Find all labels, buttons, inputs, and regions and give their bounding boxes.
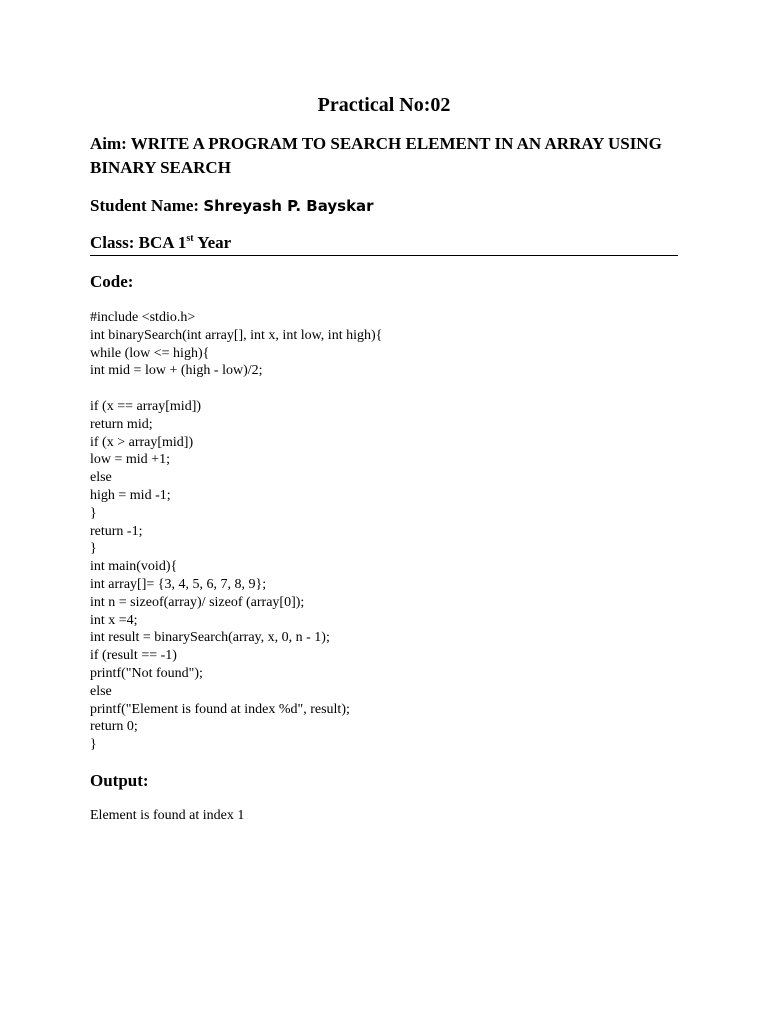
code-line: #include <stdio.h> xyxy=(90,310,196,325)
code-line: } xyxy=(90,737,97,753)
code-line: } xyxy=(90,541,97,557)
code-line: if (x == array[mid]) xyxy=(90,398,202,414)
class-value: BCA 1 xyxy=(138,233,187,252)
code-line: int mid = low + (high - low)/2; xyxy=(90,363,263,379)
code-line: return -1; xyxy=(90,523,143,539)
code-line: int array[]= {3, 4, 5, 6, 7, 8, 9}; xyxy=(90,576,267,592)
aim-label: Aim: xyxy=(90,134,131,153)
class-label: Class: xyxy=(90,233,139,252)
code-line: int binarySearch(int array[], int x, int low, int high){ xyxy=(90,327,383,343)
code-line: low = mid +1; xyxy=(90,452,170,468)
student-name-label: Student Name: xyxy=(90,196,204,215)
code-line: int result = binarySearch(array, x, 0, n - 1); xyxy=(90,630,330,646)
code-heading: Code: xyxy=(90,272,134,291)
code-line: printf("Element is found at index %d", result); xyxy=(90,701,350,717)
aim-text: WRITE A PROGRAM TO SEARCH ELEMENT IN AN ARRAY USING BINARY SEARCH xyxy=(90,134,662,177)
code-line: else xyxy=(90,470,112,486)
code-line: if (result == -1) xyxy=(90,648,177,664)
student-name xyxy=(90,194,374,218)
code-line: int main(void){ xyxy=(90,559,178,575)
class-suffix: Year xyxy=(193,233,232,252)
student-name-value: Shreyash P. Bayskar xyxy=(203,197,374,215)
code-line: printf("Not found"); xyxy=(90,665,203,681)
code-line: int n = sizeof(array)/ sizeof (array[0]); xyxy=(90,594,305,610)
code-line: return mid; xyxy=(90,416,153,432)
code-line: if (x > array[mid]) xyxy=(90,434,194,450)
output-text: Element is found at index 1 xyxy=(90,808,245,823)
code-line: } xyxy=(90,505,97,521)
code-line: else xyxy=(90,683,112,699)
code-block xyxy=(90,309,382,754)
code-line xyxy=(90,380,382,398)
code-line: return 0; xyxy=(90,719,138,735)
code-line: int x =4; xyxy=(90,612,138,628)
class-info xyxy=(90,231,678,256)
aim-statement xyxy=(90,132,690,180)
page-title: Practical No:02 xyxy=(317,94,451,116)
output-heading: Output: xyxy=(90,771,149,790)
code-line: high = mid -1; xyxy=(90,487,171,503)
class-superscript: st xyxy=(186,233,194,244)
code-line: while (low <= high){ xyxy=(90,345,210,361)
